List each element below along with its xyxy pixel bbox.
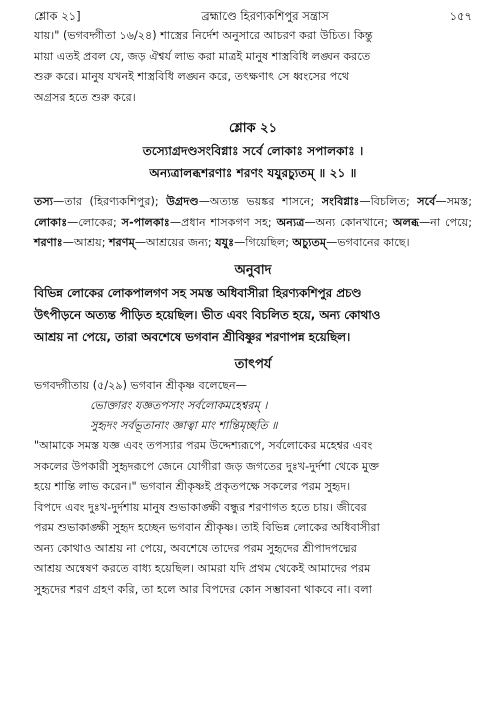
synonym-word: যযুঃ — [215, 236, 235, 249]
synonym-word: স-পালকাঃ — [121, 215, 170, 229]
synonym-meaning: —তার (হিরণ্যকশিপুর); — [53, 195, 167, 208]
purport-line: অন্য কোথাও আশ্রয় না পেয়ে, অবশেষে তাদের পরম সুহৃদের শ্রীপাদপদ্মের — [34, 541, 357, 555]
purport-paragraph — [34, 436, 472, 600]
quote-line-1: ভোক্তারং যজ্ঞতপসাং সর্বলোকমহেশ্বরম্ । — [90, 399, 268, 412]
verse-line-1: তস্যোগ্রদণ্ডসংবিগ্নাঃ সর্বে লোকাঃ সপালকাঃ । — [142, 144, 364, 158]
synonym-word: শরণম্ — [109, 236, 135, 249]
purport-intro: ভগবদ্গীতায় (৫/২৯) ভগবান শ্রীকৃষ্ণ বলেছেন— — [34, 378, 247, 392]
synonym-word: সংবিগ্নাঃ — [321, 195, 360, 208]
intro-line-1: যায়।" (ভগবদ্গীতা ১৬/২৪) শাস্ত্রের নির্দেশ অনুসারে আচরণ করা উচিত। কিন্তু — [34, 29, 373, 42]
synonym-word: উগ্রদণ্ড — [166, 195, 199, 208]
purport-line: পরম শুভাকাঙ্ক্ষী সুহৃদ হচ্ছেন ভগবান শ্রীকৃষ্ণ। তাই বিভিন্ন লোকের অধিবাসীরা — [34, 521, 380, 534]
page — [34, 8, 472, 600]
synonym-meaning: —লোকের; — [67, 215, 122, 229]
purport-line: হয়ে শান্তি লাভ করেন।" ভগবান শ্রীকৃষ্ণই প্রকৃতপক্ষে সকলের পরম সুহৃদ। — [34, 480, 351, 493]
intro-paragraph — [34, 26, 472, 108]
synonym-meaning: —অন্য কোনখানে; — [304, 215, 393, 229]
translation-line-2: উৎপীড়নে অত্যন্ত পীড়িত হয়েছিল। ভীত এবং বিচলিত হয়ে, অন্য কোথাও — [34, 307, 381, 322]
purport-line: সুহৃদের শরণ গ্রহণ করি, তা হলে আর বিপদের কোন সম্ভাবনা থাকবে না। বলা — [34, 582, 373, 596]
synonym-meaning: —ভগবানের কাছে। — [326, 236, 410, 249]
purport-line: "আমাকে সমস্ত যজ্ঞ এবং তপস্যার পরম উদ্দেশ্যরূপে, সর্বলোকের মহেশ্বর এবং — [34, 439, 373, 452]
synonym-meaning: —না পেয়ে; — [418, 215, 473, 229]
purport-line: আশ্রয় অন্বেষণ করতে বাধ্য হয়েছিল। আমরা যদি প্রথম থেকেই আমাদের পরম — [34, 562, 371, 575]
synonym-meaning: —সমস্ত; — [435, 195, 472, 208]
synonym-word: তস্য — [34, 195, 54, 208]
synonym-meaning: —গিয়েছিল; — [234, 236, 293, 249]
page-number: ১৫৭ — [449, 9, 472, 23]
header-chapter-title: ব্রহ্মাণ্ডে হিরণ্যকশিপুর সন্ত্রাস — [201, 9, 329, 23]
intro-line-3: শুরু করে। মানুষ যখনই শাস্ত্রবিধি লঙ্ঘন করে, তৎক্ষণাৎ সে ধ্বংসের পথে — [34, 70, 350, 83]
header-verse-ref: শ্লোক ২১] — [34, 9, 81, 23]
verse-title: শ্লোক ২১ — [228, 121, 278, 136]
synonym-word: অন্যত্র — [276, 215, 305, 229]
synonym-word: অলব্ধ — [392, 215, 419, 229]
running-header — [34, 8, 472, 26]
synonym-meaning: —অত্যন্ত ভয়ঙ্কর শাসনে; — [198, 195, 322, 208]
purport-line: সকলের উপকারী সুহৃদরূপে জেনে যোগীরা জড় জগতের দুঃখ-দুর্দশা থেকে মুক্ত — [34, 459, 380, 473]
intro-line-2: মায়া এতই প্রবল যে, জড় ঐশ্বর্য লাভ করা মাত্রই মানুষ শাস্ত্রবিধি লঙ্ঘন করতে — [34, 49, 371, 63]
synonyms-paragraph — [34, 192, 472, 254]
synonym-word: লোকাঃ — [34, 215, 68, 229]
synonym-meaning: —বিচলিত; — [359, 195, 418, 208]
quote-line-2: সুহৃদং সর্বভূতানাং জ্ঞাত্বা মাং শান্তিমৃচ্ছতি ॥ — [90, 419, 278, 432]
synonym-meaning: —আশ্রয়; — [62, 236, 110, 249]
synonym-meaning: —প্রধান শাসকগণ সহ; — [169, 215, 277, 229]
synonym-word: শরণাঃ — [34, 236, 63, 249]
synonym-word: অচ্যুতম্ — [292, 236, 327, 249]
translation-line-1: বিভিন্ন লোকের লোকপালগণ সহ সমস্ত অধিবাসীরা হিরণ্যকশিপুর প্রচণ্ড — [34, 285, 362, 300]
intro-line-4: অগ্রসর হতে শুরু করে। — [34, 90, 136, 104]
purport-heading: তাৎপর্য — [234, 356, 272, 372]
synonym-meaning: —আশ্রয়ের জন্য; — [134, 236, 216, 249]
purport-line: বিপদে এবং দুঃখ-দুর্দশায় মানুষ শুভাকাঙ্ক্ষী বন্ধুর শরণাগত হতে চায়। জীবের — [34, 500, 367, 514]
translation-line-3: আশ্রয় না পেয়ে, তারা অবশেষে ভগবান শ্রীবিষ্ণুর শরণাপন্ন হয়েছিল। — [34, 329, 351, 344]
verse-line-2: অন্যত্রালব্ধশরণাঃ শরণং যযুরচ্যুতম্ ॥ ২১ ॥ — [149, 166, 357, 180]
translation-heading: অনুবাদ — [234, 262, 272, 278]
synonym-word: সর্বে — [417, 195, 436, 208]
